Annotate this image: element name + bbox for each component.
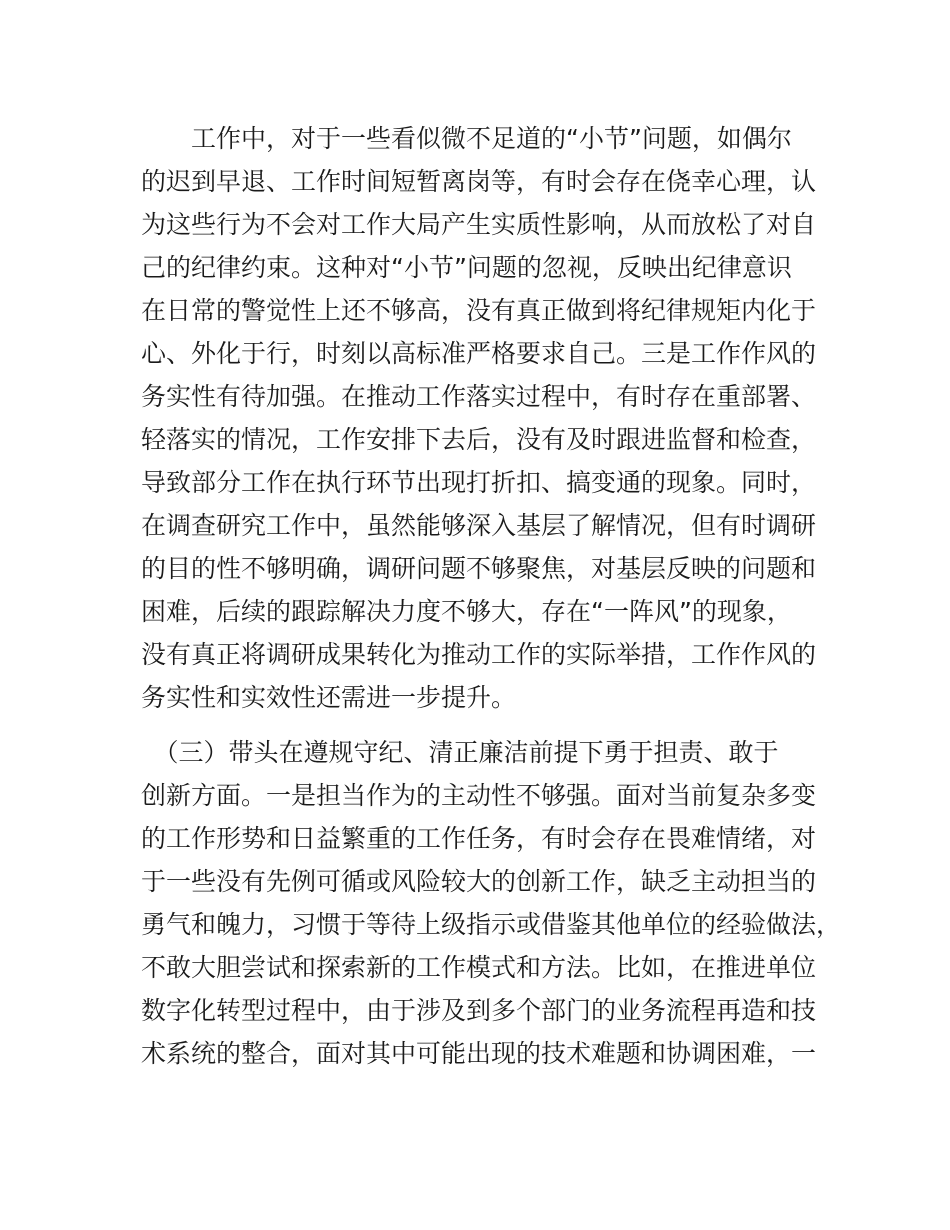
text-line: 在调查研究工作中，虽然能够深入基层了解情况，但有时调研 — [141, 511, 817, 540]
text-line: 己的纪律约束。这种对“小节”问题的忽视，反映出纪律意识 — [141, 253, 792, 282]
text-line: 工作中，对于一些看似微不足道的“小节”问题，如偶尔 — [141, 124, 792, 153]
text-line: 不敢大胆尝试和探索新的工作模式和方法。比如，在推进单位 — [141, 953, 817, 982]
text-line: 的目的性不够明确，调研问题不够聚焦，对基层反映的问题和 — [141, 554, 817, 583]
text-line: 勇气和魄力，习惯于等待上级指示或借鉴其他单位的经验做法， — [141, 910, 842, 939]
text-line: 的迟到早退、工作时间短暂离岗等，有时会存在侥幸心理，认 — [141, 167, 817, 196]
text-line: （三）带头在遵规守纪、清正廉洁前提下勇于担责、敢于 — [141, 738, 779, 767]
text-line: 心、外化于行，时刻以高标准严格要求自己。三是工作作风的 — [141, 339, 817, 368]
text-line: 困难，后续的跟踪解决力度不够大，存在“一阵风”的现象， — [141, 597, 792, 626]
paragraph-spacer — [141, 719, 831, 731]
text-line: 没有真正将调研成果转化为推动工作的实际举措，工作作风的 — [141, 640, 817, 669]
text-line: 轻落实的情况，工作安排下去后，没有及时跟进监督和检查， — [141, 425, 817, 454]
text-line: 导致部分工作在执行环节出现打折扣、搞变通的现象。同时， — [141, 468, 817, 497]
document-body — [141, 117, 842, 1075]
text-line: 于一些没有先例可循或风险较大的创新工作，缺乏主动担当的 — [141, 867, 817, 896]
text-line: 务实性有待加强。在推动工作落实过程中，有时存在重部署、 — [141, 382, 817, 411]
text-line: 的工作形势和日益繁重的工作任务，有时会存在畏难情绪，对 — [141, 824, 817, 853]
text-line: 数字化转型过程中，由于涉及到多个部门的业务流程再造和技 — [141, 996, 817, 1025]
text-line: 为这些行为不会对工作大局产生实质性影响，从而放松了对自 — [141, 210, 817, 239]
text-line: 创新方面。一是担当作为的主动性不够强。面对当前复杂多变 — [141, 781, 817, 810]
text-line: 术系统的整合，面对其中可能出现的技术难题和协调困难，一 — [141, 1039, 817, 1068]
text-line: 在日常的警觉性上还不够高，没有真正做到将纪律规矩内化于 — [141, 296, 817, 325]
text-line: 务实性和实效性还需进一步提升。 — [141, 683, 517, 712]
paragraph-1 — [141, 117, 831, 719]
paragraph-2 — [141, 731, 842, 1075]
